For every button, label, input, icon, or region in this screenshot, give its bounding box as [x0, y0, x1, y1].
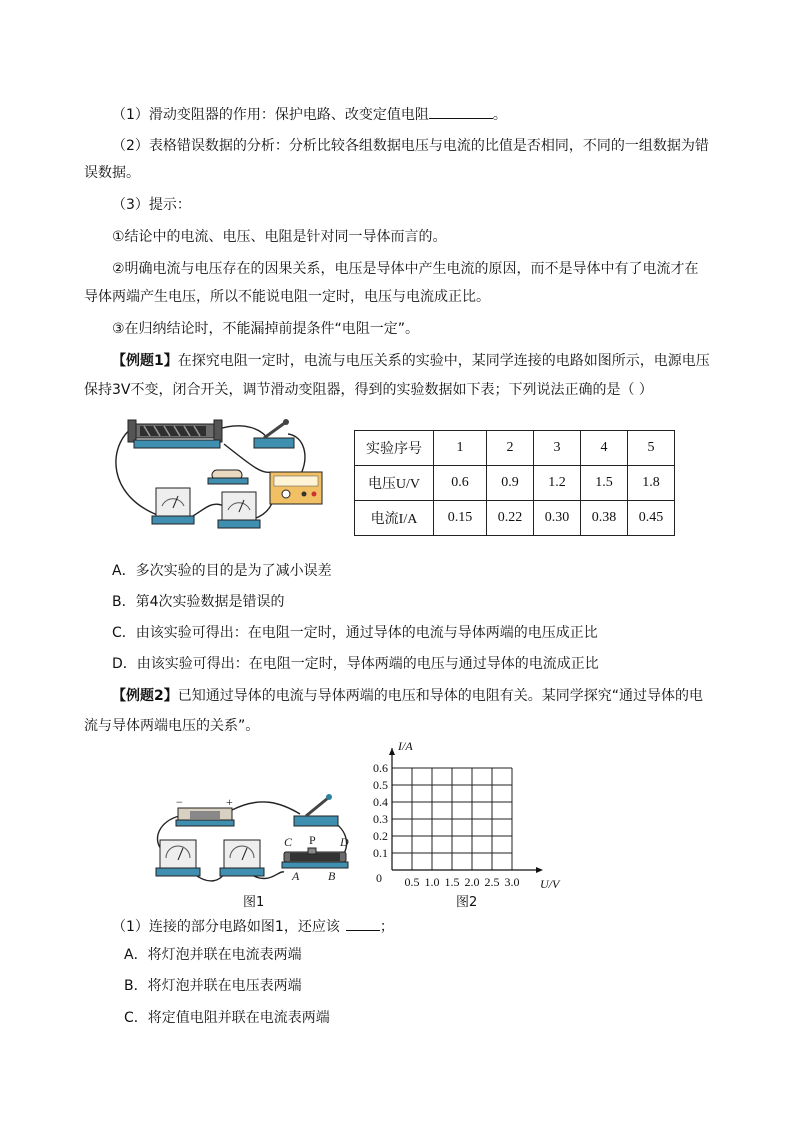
iu-grid-chart — [362, 738, 560, 891]
rheostat-icon — [128, 420, 222, 448]
origin-label: 0 — [376, 871, 382, 885]
fig2-caption: 图2 — [456, 895, 478, 910]
x-tick-label: 2.0 — [464, 875, 480, 889]
x-axis-label: U/V — [540, 877, 560, 891]
table-row — [355, 501, 675, 536]
tip-2-line2: 导体两端产生电压，所以不能说电阻一定时，电压与电流成正比。 — [84, 289, 490, 305]
table-cell: 1.2 — [534, 466, 581, 501]
note-2-line1: （2）表格错误数据的分析：分析比较各组数据电压与电流的比值是否相同，不同的一组数据为错 — [112, 138, 709, 154]
example2-q1: （1）连接的部分电路如图1，还应该 ； — [112, 916, 394, 937]
example2-line1: 【例题2】已知通过导体的电流与导体两端的电压和导体的电阻有关。某同学探究“通过导体的电 — [112, 688, 704, 704]
example1-line1: 【例题1】在探究电阻一定时，电流与电压关系的实验中，某同学连接的电路如图所示，电源电压 — [112, 353, 710, 369]
table-cell: 5 — [628, 431, 675, 466]
table-cell: 0.6 — [434, 466, 487, 501]
fig1-label-p: P — [309, 833, 316, 847]
y-tick-label: 0.5 — [373, 778, 388, 792]
x-axis-arrow-icon — [536, 867, 543, 873]
table-cell: 2 — [487, 431, 534, 466]
answer-blank[interactable] — [429, 104, 493, 119]
circuit-figure-1 — [104, 416, 330, 530]
y-tick-label: 0.1 — [373, 846, 388, 860]
switch-icon — [294, 794, 338, 826]
x-tick-label: 2.5 — [484, 875, 500, 889]
note-3: （3）提示： — [112, 197, 191, 213]
voltmeter-icon — [220, 840, 264, 876]
power-supply-icon — [270, 472, 322, 504]
table-row — [355, 466, 675, 501]
battery-icon — [176, 808, 234, 826]
y-tick-label: 0.4 — [373, 795, 388, 809]
table-cell: 1.8 — [628, 466, 675, 501]
table-cell: 1.5 — [581, 466, 628, 501]
y-axis-label: I/A — [398, 739, 413, 753]
example2-option-b[interactable]: B．将灯泡并联在电压表两端 — [124, 978, 302, 994]
table-cell: 0.9 — [487, 466, 534, 501]
x-tick-label: 1.0 — [424, 875, 440, 889]
table-cell: 0.45 — [628, 501, 675, 536]
table-cell: 0.38 — [581, 501, 628, 536]
y-tick-label: 0.3 — [373, 812, 388, 826]
fig1-label-d: D — [340, 835, 349, 849]
table-row-label: 电压U/V — [355, 466, 434, 501]
tip-3: ③在归纳结论时，不能漏掉前提条件“电阻一定”。 — [112, 321, 420, 337]
table-cell: 3 — [534, 431, 581, 466]
switch-icon — [254, 419, 294, 448]
table-row — [355, 431, 675, 466]
example2-line2: 流与导体两端电压的关系”。 — [84, 718, 260, 734]
table-header-label: 实验序号 — [355, 431, 434, 466]
example1-option-d[interactable]: D．由该实验可得出：在电阻一定时，导体两端的电压与通过导体的电流成正比 — [112, 656, 599, 672]
x-tick-label: 1.5 — [444, 875, 460, 889]
table-row-label: 电流I/A — [355, 501, 434, 536]
y-tick-label: 0.6 — [373, 761, 388, 775]
fixed-resistor-icon — [208, 470, 248, 484]
x-tick-label: 3.0 — [504, 875, 520, 889]
tip-2-line1: ②明确电流与电压存在的因果关系，电压是导体中产生电流的原因，而不是导体中有了电流才在 — [112, 261, 699, 277]
note-2-line2: 误数据。 — [84, 165, 140, 181]
note-1: （1）滑动变阻器的作用：保护电路、改变定值电阻 。 — [112, 104, 507, 125]
answer-blank[interactable] — [346, 916, 380, 931]
example2-option-a[interactable]: A．将灯泡并联在电流表两端 — [124, 947, 302, 963]
y-axis-arrow-icon — [389, 748, 395, 755]
table-cell: 1 — [434, 431, 487, 466]
y-tick-label: 0.2 — [373, 829, 388, 843]
x-tick-label: 0.5 — [404, 875, 420, 889]
table-cell: 4 — [581, 431, 628, 466]
example1-tag: 【例题1】 — [112, 353, 178, 369]
ammeter-icon — [218, 492, 260, 528]
fig1-label-c: C — [284, 835, 293, 849]
voltmeter-icon — [152, 488, 194, 524]
rheostat-icon — [282, 848, 348, 868]
tip-1: ①结论中的电流、电压、电阻是针对同一导体而言的。 — [112, 229, 447, 245]
fig1-label-minus: − — [176, 795, 183, 809]
fig1-caption: 图1 — [243, 895, 265, 910]
example1-line2: 保持3V不变，闭合开关，调节滑动变阻器，得到的实验数据如下表；下列说法正确的是（ ） — [84, 382, 653, 398]
example2-tag: 【例题2】 — [112, 688, 178, 704]
table-cell: 0.30 — [534, 501, 581, 536]
example1-option-a[interactable]: A．多次实验的目的是为了减小误差 — [112, 563, 332, 579]
data-table — [354, 430, 675, 536]
example2-option-c[interactable]: C．将定值电阻并联在电流表两端 — [124, 1010, 330, 1026]
table-cell: 0.15 — [434, 501, 487, 536]
fig1-label-b: B — [328, 869, 336, 883]
example1-option-b[interactable]: B．第4次实验数据是错误的 — [112, 594, 285, 610]
fig1-label-plus: + — [226, 795, 233, 809]
example1-option-c[interactable]: C．由该实验可得出：在电阻一定时，通过导体的电流与导体两端的电压成正比 — [112, 625, 598, 641]
ammeter-icon — [156, 840, 200, 876]
table-cell: 0.22 — [487, 501, 534, 536]
circuit-figure-2 — [150, 790, 362, 890]
fig1-label-a: A — [292, 869, 300, 883]
